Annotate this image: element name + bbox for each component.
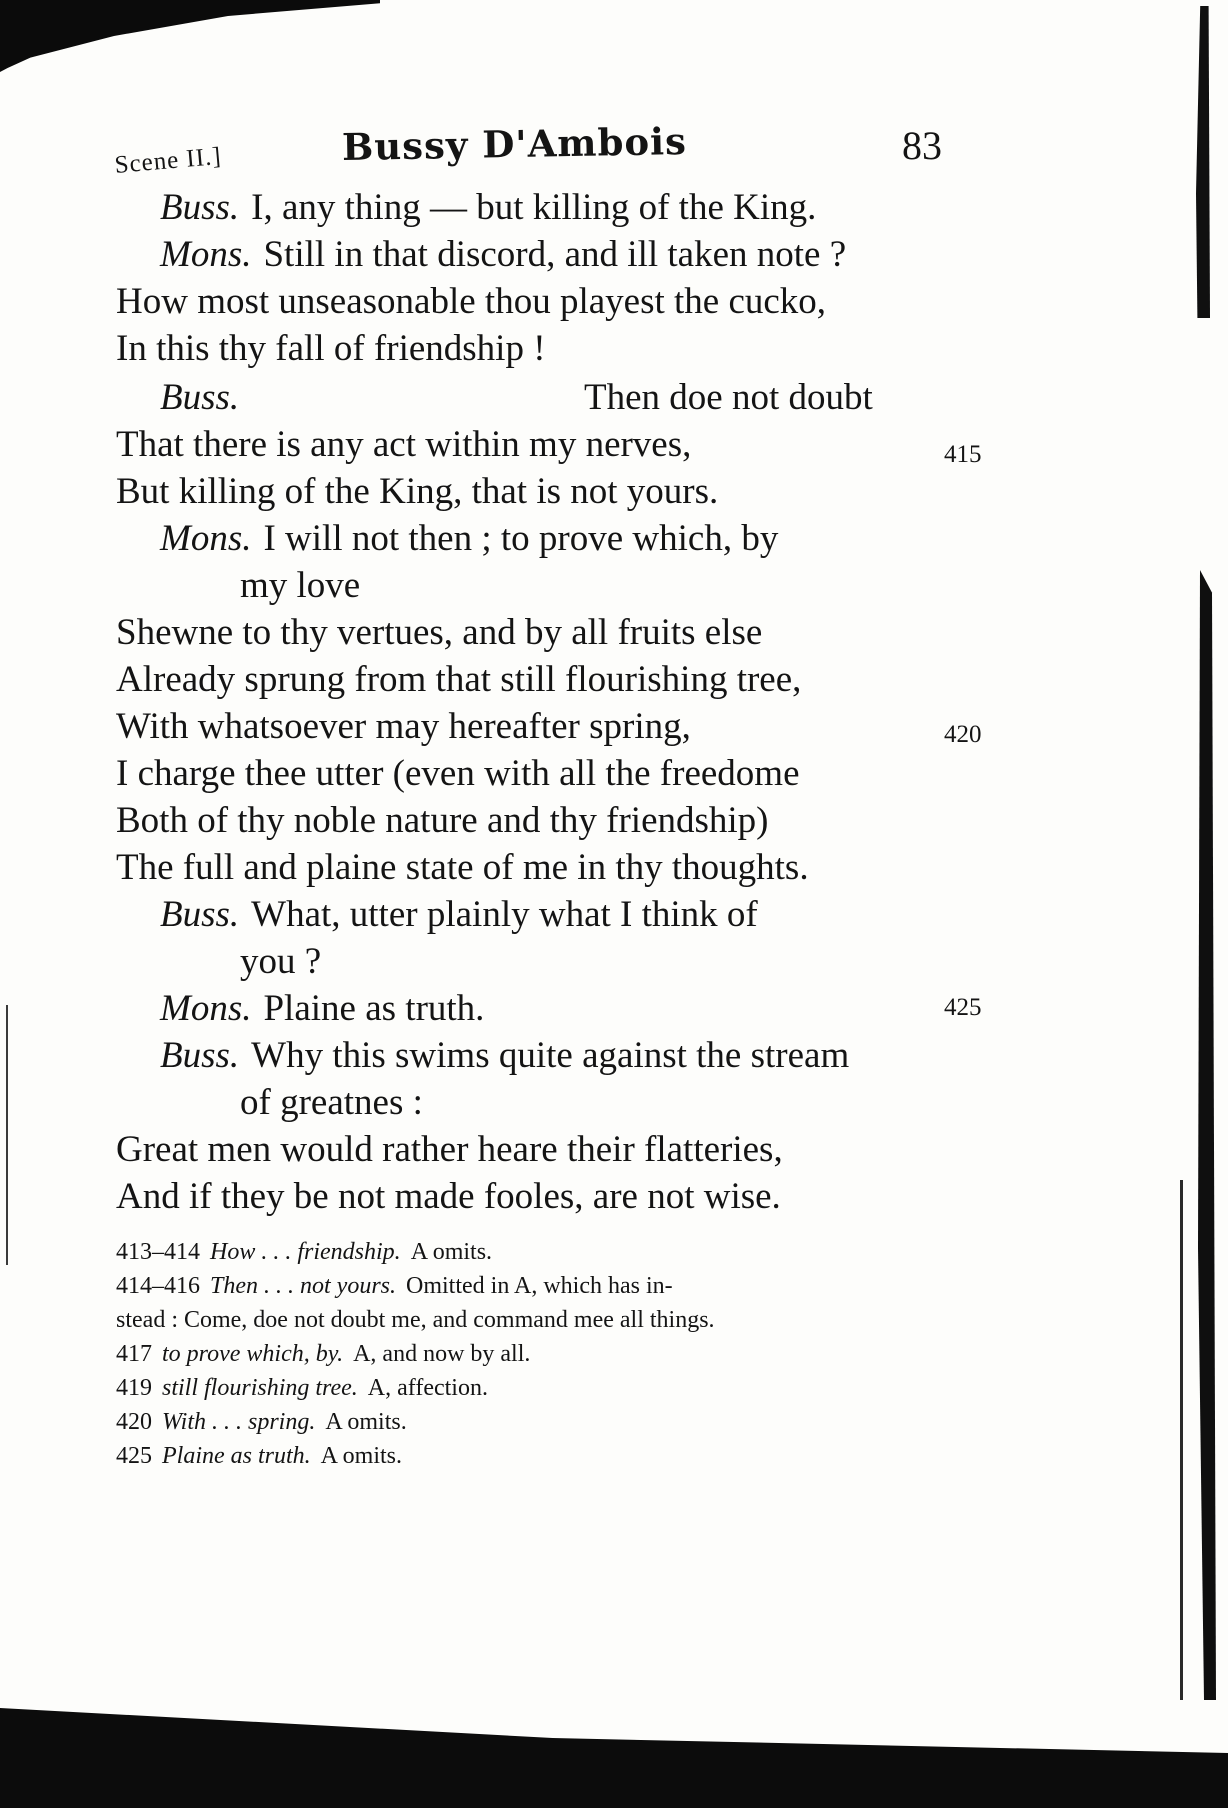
speaker-name: Buss. <box>160 187 240 228</box>
footnote-lemma: Plaine as truth. <box>162 1443 311 1469</box>
footnote-text: Omitted in A, which has in- <box>406 1273 673 1299</box>
verse-text: And if they be not made fooles, are not wise. <box>116 1176 781 1217</box>
footnote-text: A omits. <box>410 1239 493 1265</box>
verse-text: Plaine as truth. <box>263 988 485 1029</box>
footnote-lemma: With . . . spring. <box>162 1409 316 1435</box>
speaker-name: Mons. <box>160 234 252 275</box>
footnote-text: A, and now by all. <box>353 1341 531 1367</box>
verse-line <box>116 704 691 750</box>
verse-line <box>116 845 809 891</box>
footnote-continuation <box>116 1303 946 1337</box>
speaker-name: Buss. <box>160 894 240 935</box>
verse-line <box>160 1033 849 1079</box>
footnote-lemma: still flourishing tree. <box>162 1375 358 1401</box>
verse-line <box>240 1080 423 1126</box>
footnote-lemma: How . . . friendship. <box>210 1239 401 1265</box>
verse-text: Great men would rather heare their flatteries, <box>116 1129 783 1170</box>
verse-line <box>116 469 718 515</box>
verse-line <box>116 1127 783 1173</box>
footnote-lemma: to prove which, by. <box>162 1341 344 1367</box>
verse-text: Why this swims quite against the stream <box>251 1035 850 1076</box>
footnote-ref: 425 <box>116 1443 152 1469</box>
verse-line <box>160 516 778 562</box>
verse-text: Still in that discord, and ill taken note ? <box>263 234 847 275</box>
scene-label: Scene II.] <box>113 142 223 180</box>
verse-line <box>116 279 826 325</box>
book-title: Bussy D'Ambois <box>341 118 688 170</box>
footnote <box>116 1371 946 1405</box>
line-number: 425 <box>944 994 982 1021</box>
verse-text: I, any thing — but killing of the King. <box>251 187 817 228</box>
footnote-text: A, affection. <box>367 1375 488 1401</box>
verse-text: In this thy fall of friendship ! <box>116 328 546 369</box>
footnote-ref: 420 <box>116 1409 152 1435</box>
speaker-name: Buss. <box>160 377 240 418</box>
verse-line <box>240 563 360 609</box>
footnote-ref: 413–414 <box>116 1239 200 1265</box>
footnote-ref: 414–416 <box>116 1273 200 1299</box>
speaker-name: Mons. <box>160 988 252 1029</box>
footnote-ref: 419 <box>116 1375 152 1401</box>
verse-line <box>160 892 758 938</box>
footnote <box>116 1269 946 1303</box>
footnotes <box>116 1235 946 1473</box>
verse-line <box>116 422 691 468</box>
verse-text: Already sprung from that still flourishing tree, <box>116 659 802 700</box>
line-number: 415 <box>944 441 982 468</box>
verse-text: With whatsoever may hereafter spring, <box>116 706 691 747</box>
verse-line <box>116 1174 781 1220</box>
verse-line <box>160 986 484 1032</box>
verse-line <box>116 610 762 656</box>
verse-text: That there is any act within my nerves, <box>116 424 692 465</box>
verse-text: Then doe not doubt <box>584 377 873 418</box>
verse-line <box>160 232 846 278</box>
verse-text: How most unseasonable thou playest the cucko, <box>116 281 827 322</box>
footnote-text: A omits. <box>320 1443 403 1469</box>
speaker-name: Buss. <box>160 1035 240 1076</box>
verse-line <box>160 375 251 421</box>
footnote-lemma: Then . . . not yours. <box>210 1273 396 1299</box>
verse-text: of greatnes : <box>240 1082 423 1123</box>
verse-line <box>116 657 801 703</box>
line-number: 420 <box>944 721 982 748</box>
footnote-ref: 417 <box>116 1341 152 1367</box>
verse-line <box>116 798 769 844</box>
verse-line <box>240 939 321 985</box>
verse-line <box>116 751 800 797</box>
verse-text: my love <box>240 565 361 606</box>
verse-text: But killing of the King, that is not yours. <box>116 471 719 512</box>
footnote-text: stead : Come, doe not doubt me, and command mee all things. <box>116 1307 715 1333</box>
speaker-name: Mons. <box>160 518 252 559</box>
verse-text: I charge thee utter (even with all the freedome <box>116 753 800 794</box>
page-number: 83 <box>902 123 942 168</box>
footnote <box>116 1439 946 1473</box>
verse-text: Both of thy noble nature and thy friendship) <box>116 800 769 841</box>
verse-line <box>116 326 546 372</box>
verse-text: Shewne to thy vertues, and by all fruits else <box>116 612 763 653</box>
footnote <box>116 1337 946 1371</box>
verse-text: you ? <box>240 941 322 982</box>
footnote <box>116 1235 946 1269</box>
verse-line <box>584 375 873 421</box>
verse-text: I will not then ; to prove which, by <box>263 518 779 559</box>
footnote <box>116 1405 946 1439</box>
verse-text: What, utter plainly what I think of <box>251 894 758 935</box>
footnote-text: A omits. <box>325 1409 407 1435</box>
verse-text: The full and plaine state of me in thy thoughts. <box>116 847 809 888</box>
verse-line <box>160 185 816 231</box>
